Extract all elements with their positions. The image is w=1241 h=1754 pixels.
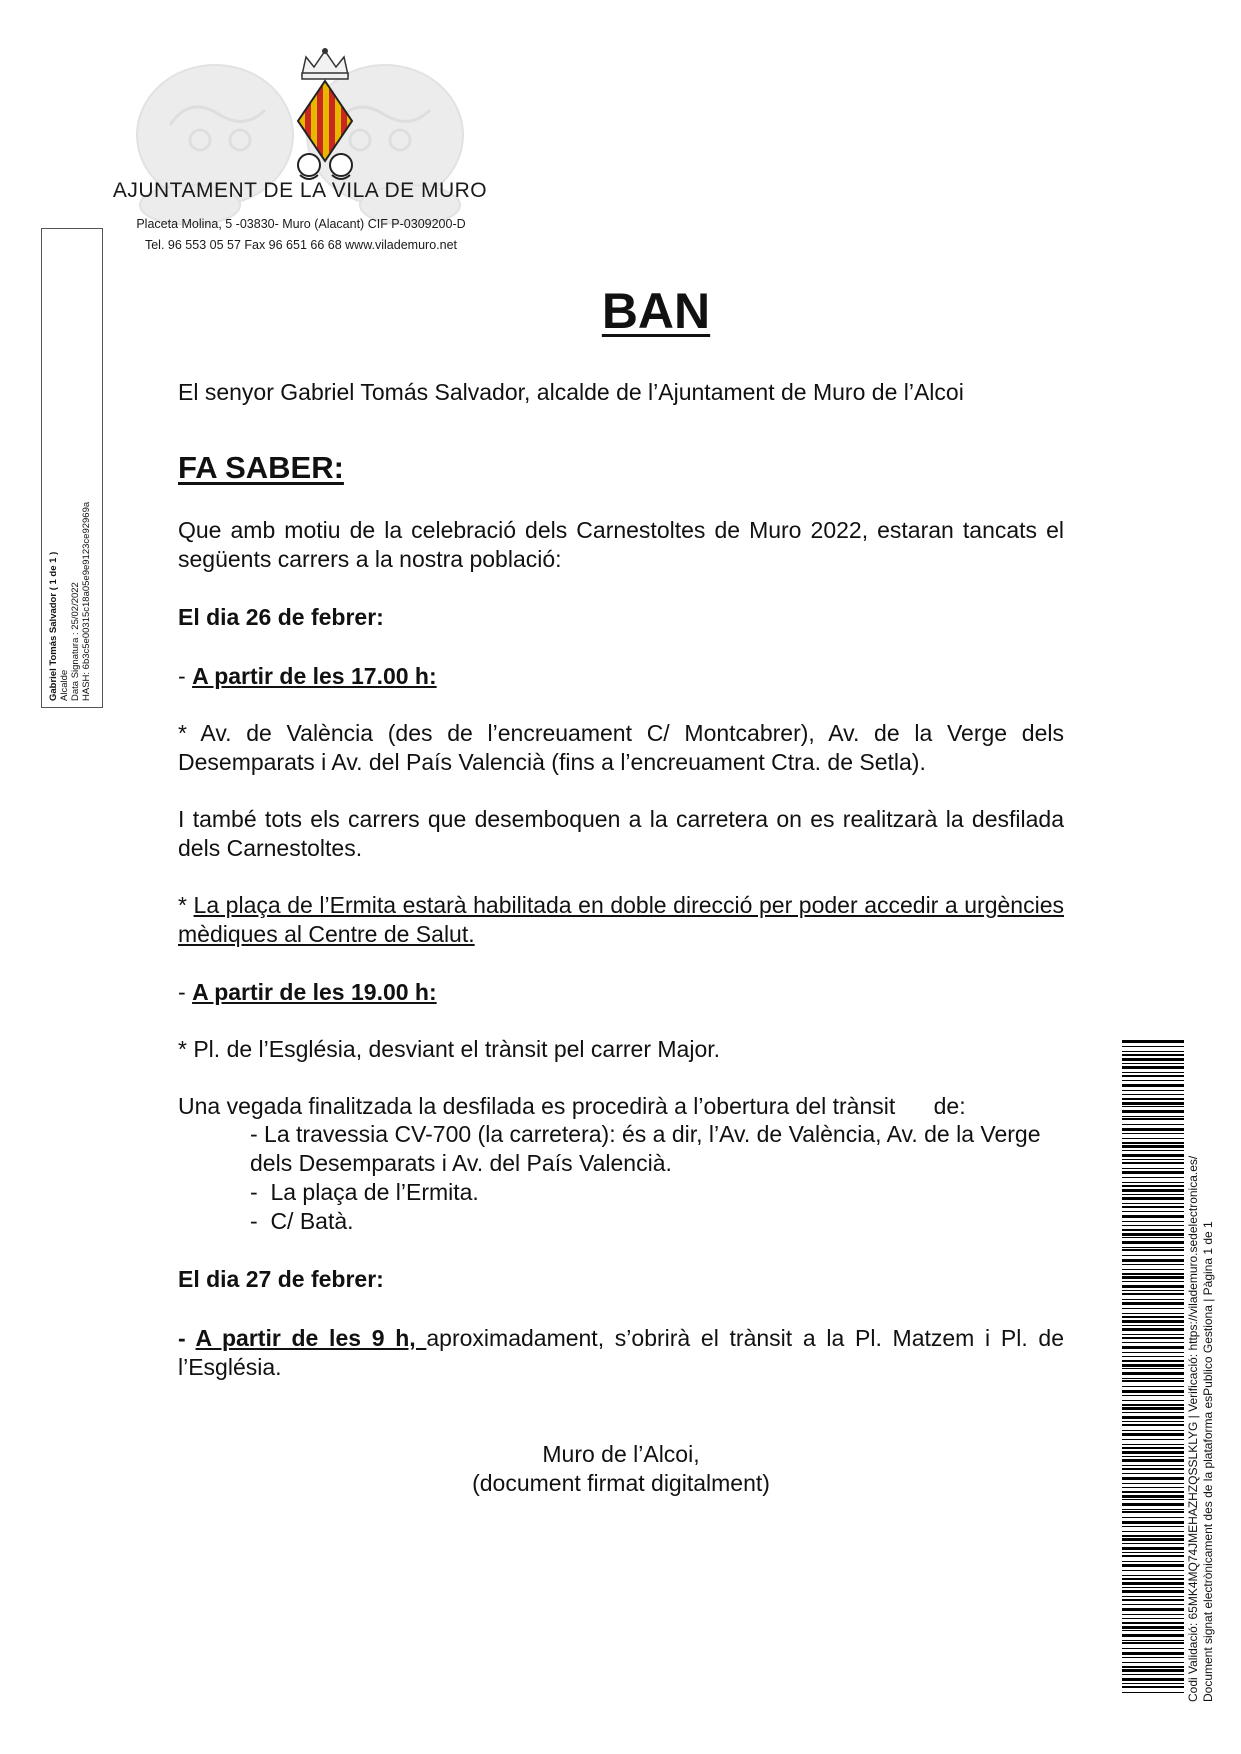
time-3-label: A partir de les 9 h, [195,1325,427,1351]
reopening-item: - C/ Batà. [250,1208,354,1234]
time-2-dash: - [178,979,193,1005]
note-text: La plaça de l’Ermita estarà habilitada en doble direcció per poder accedir a urgències mèdiques al Centre de Salut. [178,892,1064,947]
page-title: BAN [601,283,711,339]
org-contact: Tel. 96 553 05 57 Fax 96 651 66 68 www.vilademuro.net [144,238,457,252]
closing-note: (document firmat digitalment) [472,1470,770,1496]
closing-place: Muro de l’Alcoi, [542,1441,700,1467]
time-3-line [178,1324,1064,1382]
validation-caption [1186,1156,1216,1702]
section-heading: FA SABER: [178,450,344,485]
signature-role: Alcalde [59,669,70,701]
time-1-line [178,662,1064,691]
reopening-item: - La plaça de l’Ermita. [250,1179,479,1205]
reopening-intro: Una vegada finalitzada la desfilada es procedirà a l’obertura del trànsit de: [178,1093,966,1119]
day-1-heading: El dia 26 de febrer: [178,604,384,630]
time-1-dash: - [178,663,193,689]
streets-2: * Pl. de l’Església, desviant el trànsit pel carrer Major. [178,1036,721,1062]
time-2-line [178,978,1064,1007]
day-2-heading: El dia 27 de febrer: [178,1266,384,1292]
time-3-rest: aproximadament, s’obrirà el trànsit a la Pl. Matzem i Pl. de l’Església. [178,1325,1065,1380]
validation-line-1: Codi Validació: 65MK4MQ74JMEHAZHZQSSLKLYG | Verificació: https://vilademuro.sedelectronica.es/ [1186,1155,1200,1702]
validation-line-2: Document signat electrònicament des de la plataforma esPublico Gestiona | Pàgina 1 de 1 [1201,1221,1215,1702]
note-line [178,891,1064,949]
time-3-dash: - [178,1325,196,1351]
note-star: * [178,892,194,918]
letterhead [60,45,500,285]
time-2-label: A partir de les 19.00 h: [192,979,437,1005]
streets-1: * Av. de València (des de l’encreuament C/ Montcabrer), Av. de la Verge dels Desemparats i Av. del País Valencià (fins a l’encreuament Ctra. de Setla). [178,720,1064,775]
reopening-item: - La travessia CV-700 (la carretera): és a dir, l’Av. de València, Av. de la Verge dels Desemparats i Av. del País Valencià. [250,1121,1041,1176]
time-1-label: A partir de les 17.00 h: [192,663,437,689]
org-address: Placeta Molina, 5 -03830- Muro (Alacant) CIF P-0309200-D [136,217,466,231]
org-name: AJUNTAMENT DE LA VILA DE MURO [112,179,488,202]
barcode-icon [1122,1040,1184,1695]
signature-date: Data Signatura : 25/02/2022 [70,582,81,701]
intro-text: El senyor Gabriel Tomás Salvador, alcalde de l’Ajuntament de Muro de l’Alcoi [178,379,964,405]
signature-hash: HASH: 6b3c5e00315c18a05e9e9123ce92969a [81,501,92,701]
coat-of-arms-icon [292,45,358,183]
paragraph-intro: Que amb motiu de la celebració dels Carnestoltes de Muro 2022, estaran tancats el següents carrers a la nostra població: [178,517,1064,572]
signature-signer: Gabriel Tomás Salvador ( 1 de 1 ) [48,551,59,701]
paragraph-secondary: I també tots els carrers que desemboquen a la carretera on es realitzarà la desfilada dels Carnestoltes. [178,806,1064,861]
